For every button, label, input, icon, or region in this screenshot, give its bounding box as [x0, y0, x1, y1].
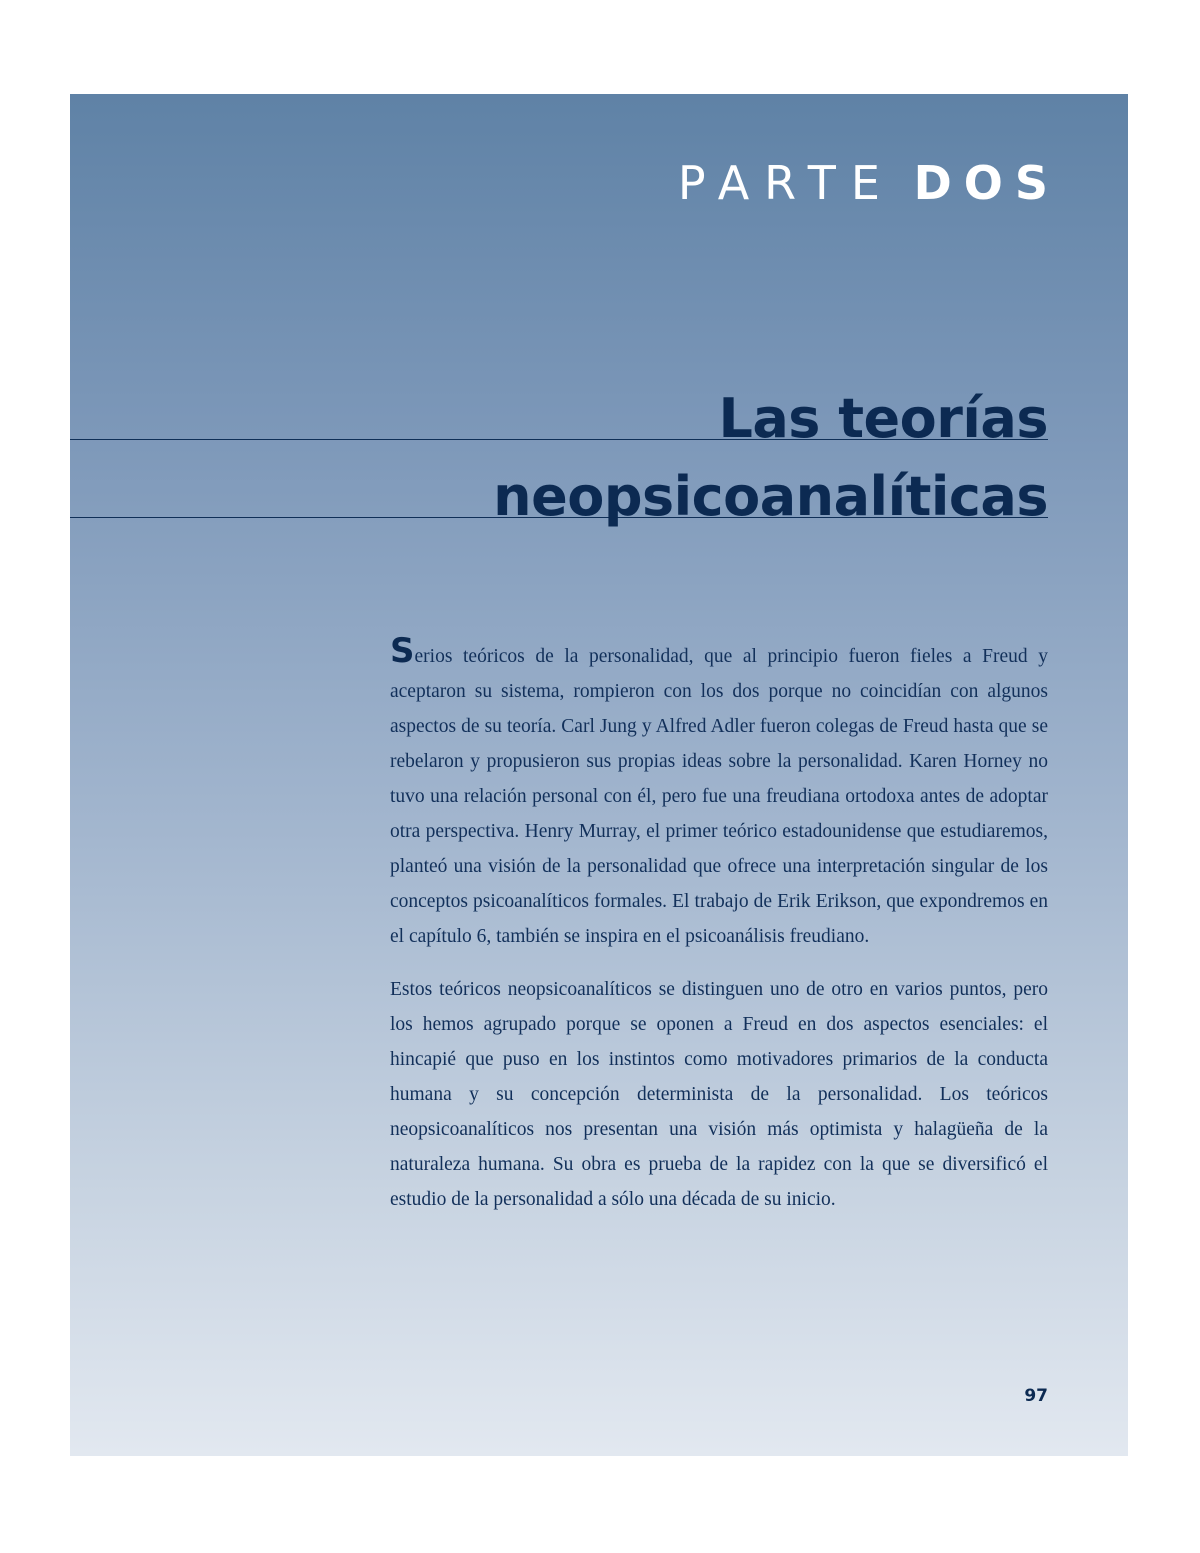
intro-paragraph-1-text: erios teóricos de la personalidad, que al principio fueron fieles a Freud y aceptaron su sistema, rompieron con los dos porque no coincidían con algunos aspectos de su teoría. Carl Jung y Alfred Adler fueron colegas de Freud hasta que se rebelaron y propusieron sus propias ideas sobre la personalidad. Karen Horney no tuvo una relación personal con él, pero fue una freudiana ortodoxa antes de adoptar otra perspectiva. Henry Murray, el primer teórico estadounidense que estudiaremos, planteó una visión de la personalidad que ofrece una interpretación singular de los conceptos psicoanalíticos formales. El trabajo de Erik Erikson, que expondremos en el capítulo 6, también se inspira en el psicoanálisis freudiano.	[390, 646, 1048, 947]
page-number: 97	[1024, 1386, 1048, 1406]
drop-cap: S	[390, 631, 415, 671]
intro-paragraph-2: Estos teóricos neopsicoanalíticos se distinguen uno de otro en varios puntos, pero los hemos agrupado porque se oponen a Freud en dos aspectos esenciales: el hincapié que puso en los instintos como motivadores primarios de la conducta humana y su concepción determinista de la personalidad. Los teóricos neopsicoanalíticos nos presentan una visión más optimista y halagüeña de la naturaleza humana. Su obra es prueba de la rapidez con la que se diversificó el estudio de la personalidad a sólo una década de su inicio.	[390, 979, 1048, 1210]
intro-paragraph-1	[390, 631, 1048, 954]
intro-text	[390, 631, 1048, 1217]
part-number: DOS	[913, 156, 1060, 210]
part-label: PARTE	[677, 156, 895, 210]
part-heading	[677, 156, 1060, 210]
part-title-line-1: Las teorías	[718, 387, 1048, 450]
part-title-line-2: neopsicoanalíticas	[493, 465, 1048, 528]
part-opener-panel	[70, 94, 1128, 1456]
